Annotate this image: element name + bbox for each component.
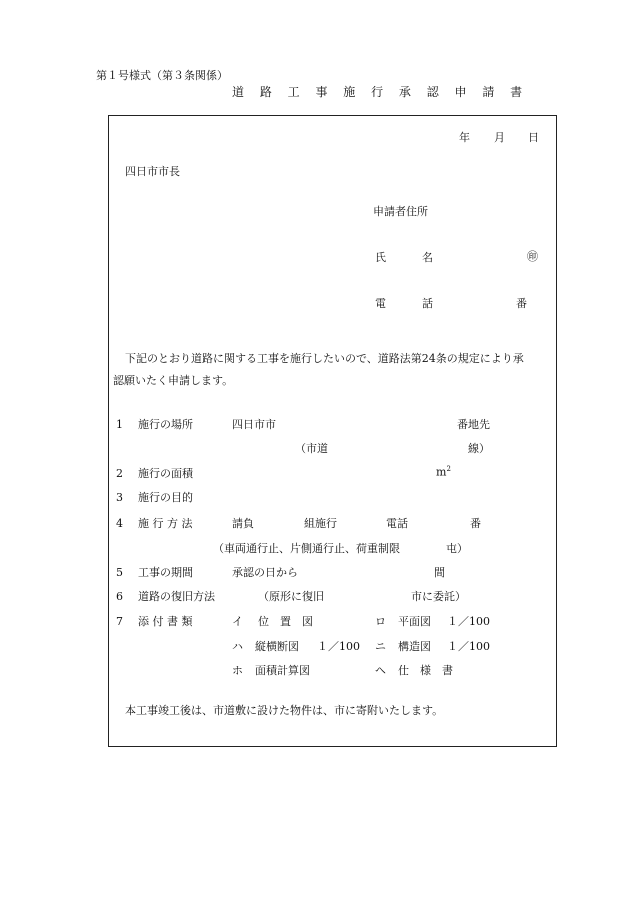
item-4-contract: 請負 [232, 517, 254, 530]
item-7-label: 添 付 書 類 [138, 615, 193, 628]
footer-note: 本工事竣工後は、市道敷に設けた物件は、市に寄附いたします。 [125, 704, 444, 717]
item-6-label: 道路の復旧方法 [138, 590, 215, 603]
item-6-restore: （原形に復旧 [258, 590, 324, 603]
request-line-1: 下記のとおり道路に関する工事を施行したいので、道路法第24条の規定により承 [125, 352, 524, 365]
item-4-traffic: （車両通行止、片側通行止、荷重制限 [213, 542, 400, 555]
item-3-number: 3 [116, 491, 123, 504]
item-4-number: 4 [116, 517, 123, 530]
doc-e-mark: ホ [232, 664, 243, 677]
item-1-suffix: 番地先 [457, 418, 490, 431]
doc-c-name: 縦横断図 [255, 640, 299, 653]
date-day: 日 [528, 131, 539, 144]
doc-e-name: 面積計算図 [255, 664, 310, 677]
item-5-period: 間 [434, 566, 445, 579]
item-5-from: 承認の日から [232, 566, 298, 579]
item-2-unit-base: m [436, 465, 447, 479]
item-5-label: 工事の期間 [138, 566, 193, 579]
date-year: 年 [459, 131, 470, 144]
applicant-name-label-1: 氏 [375, 251, 386, 264]
item-2-unit-sup: 2 [446, 465, 451, 473]
date-month: 月 [494, 131, 505, 144]
item-4-group: 組施行 [304, 517, 337, 530]
doc-c-mark: ハ [232, 640, 243, 653]
item-1-road-close: 線） [468, 442, 490, 455]
doc-d-scale: １／100 [447, 640, 490, 653]
item-4-phone-suffix: 番 [470, 517, 481, 530]
applicant-name-label-2: 名 [422, 251, 433, 264]
item-5-number: 5 [116, 566, 123, 579]
item-4-traffic-unit: 屯） [446, 542, 468, 555]
item-3-label: 施行の目的 [138, 491, 193, 504]
doc-b-name: 平面図 [398, 615, 431, 628]
doc-f-mark: ヘ [375, 664, 386, 677]
request-line-2: 認願いたく申請します。 [113, 374, 234, 387]
item-7-number: 7 [116, 615, 123, 628]
item-1-number: 1 [116, 418, 123, 431]
item-4-phone: 電話 [386, 517, 408, 530]
doc-a-mark: イ [232, 615, 243, 628]
item-2-number: 2 [116, 467, 123, 480]
item-4-label: 施 行 方 法 [138, 517, 193, 530]
seal-mark: ㊞ [527, 250, 538, 263]
addressee: 四日市市長 [125, 165, 180, 178]
item-1-label: 施行の場所 [138, 418, 193, 431]
applicant-address-label: 申請者住所 [373, 205, 428, 218]
document-title: 道 路 工 事 施 行 承 認 申 請 書 [232, 85, 529, 99]
doc-d-name: 構造図 [398, 640, 431, 653]
doc-b-mark: ロ [375, 615, 386, 628]
item-2-label: 施行の面積 [138, 467, 193, 480]
item-1-road-open: （市道 [295, 442, 328, 455]
applicant-phone-label-2: 話 [422, 297, 433, 310]
item-1-city: 四日市市 [232, 418, 276, 431]
applicant-phone-suffix: 番 [516, 297, 527, 310]
doc-a-name: 位 置 図 [258, 615, 313, 628]
form-number: 第１号様式（第３条関係） [96, 69, 228, 82]
applicant-phone-label-1: 電 [375, 297, 386, 310]
doc-f-name: 仕 様 書 [398, 664, 453, 677]
doc-b-scale: １／100 [447, 615, 490, 628]
doc-c-scale: １／100 [317, 640, 360, 653]
item-2-unit [436, 466, 451, 478]
doc-d-mark: ニ [375, 640, 386, 653]
item-6-number: 6 [116, 590, 123, 603]
item-6-entrust: 市に委託） [411, 590, 466, 603]
